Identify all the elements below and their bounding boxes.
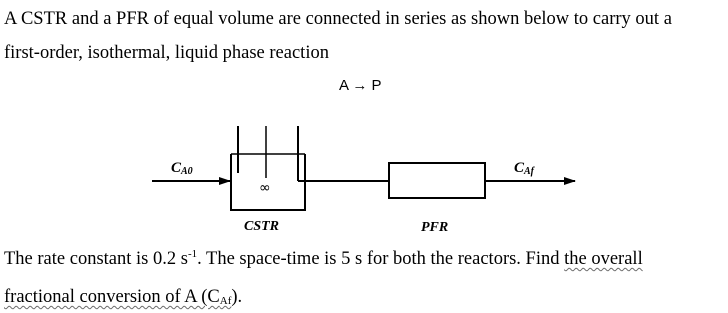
reaction-equation: A → P — [339, 77, 382, 94]
problem-question-line-1 — [4, 249, 643, 270]
question-end: ). — [231, 287, 243, 307]
pfr-label: PFR — [421, 220, 449, 235]
spellcheck-underlined-text-2: fractional conversion of A ($C_{Af}$ — [4, 287, 232, 307]
cstr-label: CSTR — [244, 219, 280, 234]
problem-question-line-2 — [4, 287, 242, 308]
question-text-b: . The space-time is 5 s for both the reactors. Find — [197, 249, 565, 269]
stirrer-impeller-icon: ∞ — [259, 180, 271, 196]
outlet-concentration-label: CAf — [514, 160, 535, 177]
pfr-tube — [389, 163, 485, 198]
question-text-a: The rate constant is 0.2 s — [4, 249, 188, 269]
spellcheck-underlined-text-1: the overall — [564, 249, 643, 269]
inlet-concentration-label: CA0 — [171, 160, 193, 177]
rate-constant-exponent: -1 — [187, 248, 198, 260]
problem-intro-line-1: A CSTR and a PFR of equal volume are connected in series as shown below to carry out a — [4, 9, 672, 29]
problem-intro-line-2: first-order, isothermal, liquid phase reaction — [4, 43, 329, 63]
